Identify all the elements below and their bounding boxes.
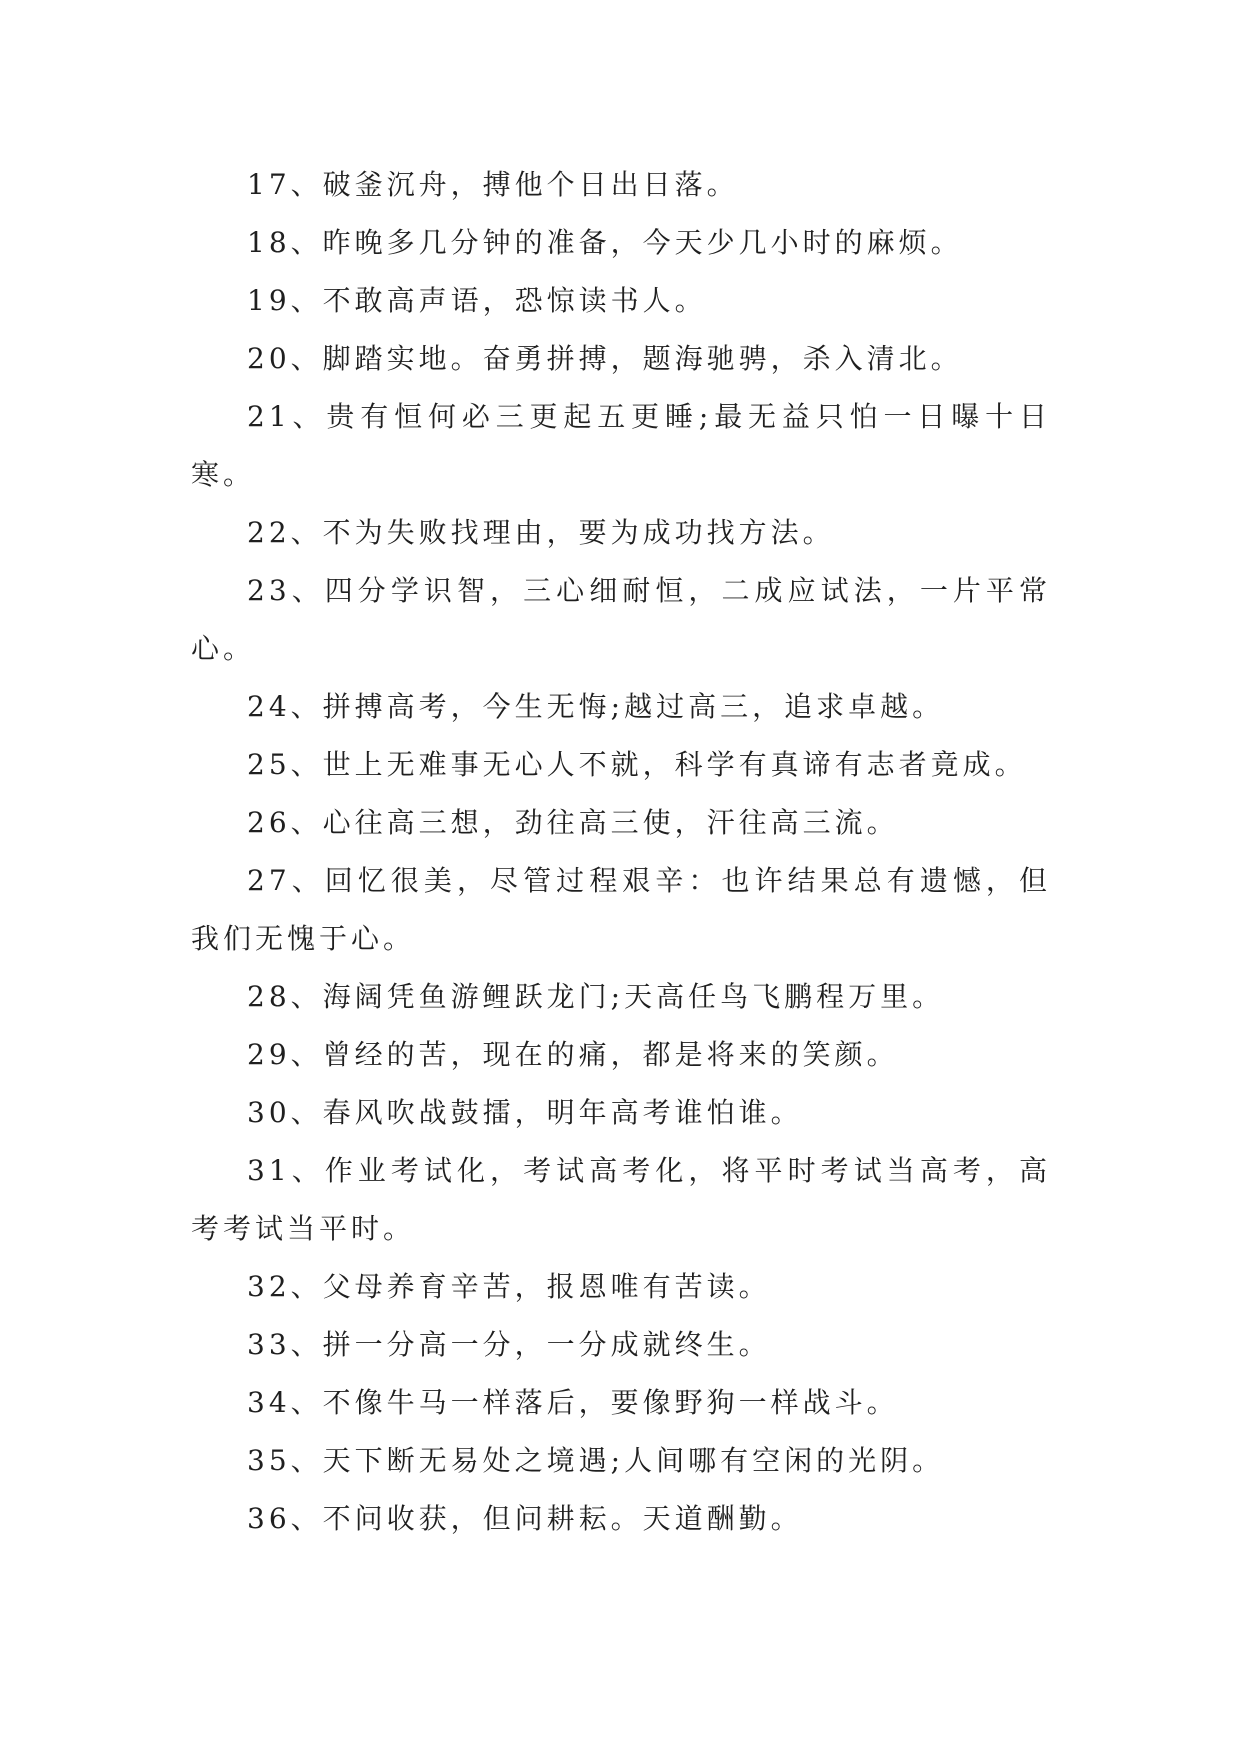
paragraph-21: 21、贵有恒何必三更起五更睡;最无益只怕一日曝十日寒。 (191, 400, 1051, 491)
paragraph-31: 31、作业考试化，考试高考化，将平时考试当高考，高考考试当平时。 (191, 1154, 1051, 1245)
paragraph-22: 22、不为失败找理由，要为成功找方法。 (247, 516, 835, 549)
paragraph-33: 33、拼一分高一分，一分成就终生。 (247, 1328, 771, 1361)
paragraph-18: 18、昨晚多几分钟的准备，今天少几小时的麻烦。 (247, 226, 963, 259)
paragraph-34: 34、不像牛马一样落后，要像野狗一样战斗。 (247, 1386, 899, 1419)
paragraph-28: 28、海阔凭鱼游鲤跃龙门;天高任鸟飞鹏程万里。 (247, 980, 945, 1013)
paragraph-35: 35、天下断无易处之境遇;人间哪有空闲的光阴。 (247, 1444, 945, 1477)
paragraph-36: 36、不问收获，但问耕耘。天道酬勤。 (247, 1502, 803, 1535)
paragraph-17: 17、破釜沉舟，搏他个日出日落。 (247, 168, 739, 201)
paragraph-27: 27、回忆很美，尽管过程艰辛：也许结果总有遗憾，但我们无愧于心。 (191, 864, 1051, 955)
paragraph-32: 32、父母养育辛苦，报恩唯有苦读。 (247, 1270, 771, 1303)
paragraph-19: 19、不敢高声语，恐惊读书人。 (247, 284, 707, 317)
paragraph-23: 23、四分学识智，三心细耐恒，二成应试法，一片平常心。 (191, 574, 1051, 665)
paragraph-26: 26、心往高三想，劲往高三使，汗往高三流。 (247, 806, 899, 839)
paragraph-29: 29、曾经的苦，现在的痛，都是将来的笑颜。 (247, 1038, 899, 1071)
paragraph-30: 30、春风吹战鼓擂，明年高考谁怕谁。 (247, 1096, 803, 1129)
paragraph-24: 24、拼搏高考，今生无悔;越过高三，追求卓越。 (247, 690, 945, 723)
document-body (191, 156, 1051, 1548)
paragraph-20: 20、脚踏实地。奋勇拼搏，题海驰骋，杀入清北。 (247, 342, 963, 375)
paragraph-25: 25、世上无难事无心人不就，科学有真谛有志者竟成。 (247, 748, 1027, 781)
